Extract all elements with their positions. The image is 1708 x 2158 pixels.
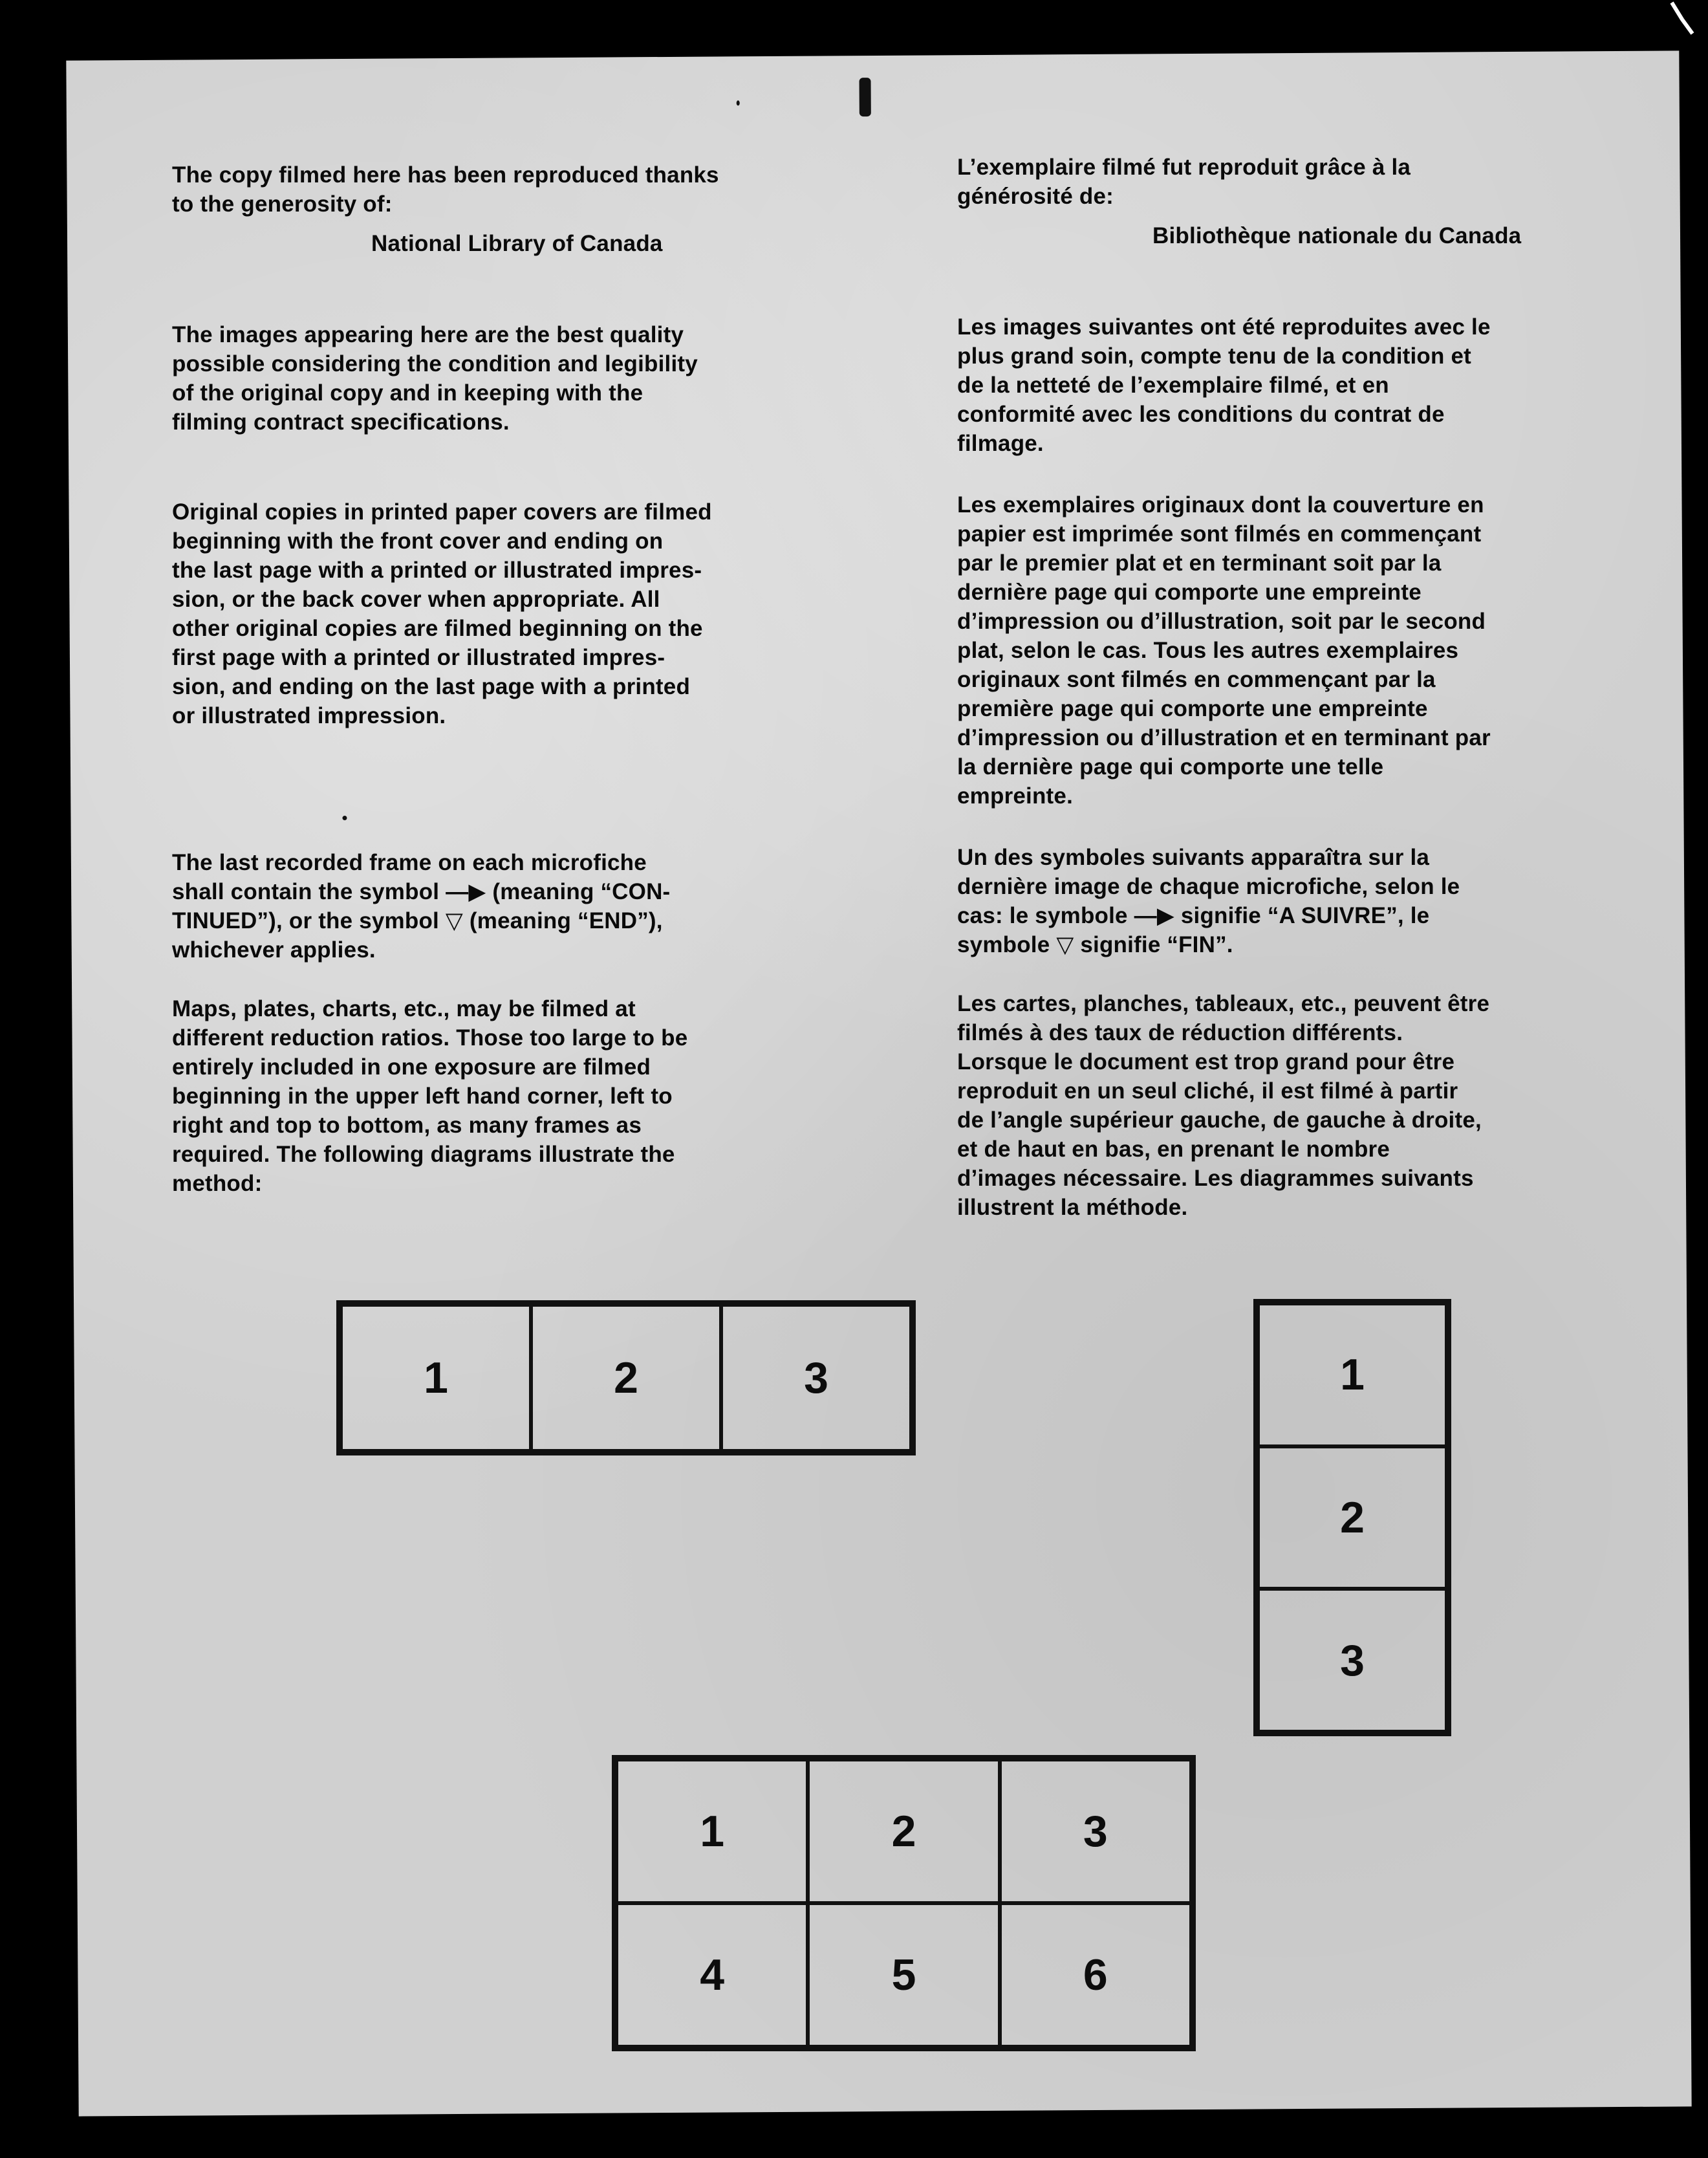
filming-order-text-fr: Les exemplaires originaux dont la couverture en papier est imprimée sont filmés en commençant par le premier plat et en terminant soit par la dernière page qui comporte une empreinte d’impression ou d’illustration, soit par le second plat, selon le cas. Tous les autres exemplaires originaux sont filmés en commençant par la première page qui comporte une empreinte d’impression ou d’illustration et en terminant par la dernière page qui comporte une telle empreinte. xyxy=(957,492,1491,809)
institution-name-fr: Bibliothèque nationale du Canada xyxy=(1152,223,1522,248)
frame-cell: 3 xyxy=(1258,1589,1447,1732)
frame-cell: 2 xyxy=(531,1305,721,1451)
image-quality-text-fr: Les images suivantes ont été reproduites avec le plus grand soin, compte tenu de la condition et de la netteté de l’exemplaire filmé, et en conformité avec les conditions du contrat de filmage. xyxy=(957,314,1491,456)
frame-cell: 1 xyxy=(616,1760,808,1903)
frame-cell: 6 xyxy=(1000,1903,1191,2047)
frame-cell: 1 xyxy=(341,1305,531,1451)
institution-name: National Library of Canada xyxy=(371,231,663,256)
frame-cell: 3 xyxy=(721,1305,911,1451)
frame-cell: 2 xyxy=(808,1760,999,1903)
acknowledgement-text-fr: L’exemplaire filmé fut reproduit grâce à la générosité de: xyxy=(957,155,1411,209)
symbol-explanation-text-fr: Un des symboles suivants apparaîtra sur la dernière image de chaque microfiche, selon le cas: le symbole —▶ signifie “A SUIVRE”, le symbole ▽ signifie “FIN”. xyxy=(957,845,1460,957)
diagram-vertical-frames xyxy=(1253,1299,1451,1736)
acknowledgement-text: The copy filmed here has been reproduced thanks to the generosity of: xyxy=(172,162,719,217)
frame-cell: 4 xyxy=(616,1903,808,2047)
frame-cell: 1 xyxy=(1258,1303,1447,1446)
diagram-horizontal-frames xyxy=(336,1300,916,1455)
paper-tear-mark xyxy=(859,78,871,116)
english-column xyxy=(172,160,819,1198)
frame-cell: 2 xyxy=(1258,1446,1447,1589)
image-quality-text: The images appearing here are the best quality possible considering the condition and legibility of the original copy and in keeping with the filming contract specifications. xyxy=(172,322,698,435)
frame-cell: 3 xyxy=(1000,1760,1191,1903)
filming-order-text: Original copies in printed paper covers are filmed beginning with the front cover and ending on the last page with a printed or illustrated impres- sion, or the back cover when appropriate. All other original copies are filmed beginning on the first page with a printed or illustrated impres- sion, and ending on the last page with a printed or illustrated impression. xyxy=(172,499,712,728)
reduction-ratio-text-fr: Les cartes, planches, tableaux, etc., peuvent être filmés à des taux de réduction différents. Lorsque le document est trop grand pour être reproduit en un seul cliché, il est filmé à partir de l’angle supérieur gauche, de gauche à droite, et de haut en bas, en prenant le nombre d’images nécessaire. Les diagrammes suivants illustrent la méthode. xyxy=(957,991,1490,1220)
diagram-grid-frames xyxy=(612,1755,1196,2051)
french-column xyxy=(957,153,1604,1222)
symbol-explanation-text: The last recorded frame on each microfiche shall contain the symbol —▶ (meaning “CON- TINUED”), or the symbol ▽ (meaning “END”), whichever applies. xyxy=(172,850,671,963)
scan-corner-mark xyxy=(1669,0,1695,39)
speck xyxy=(737,100,740,105)
reduction-ratio-text: Maps, plates, charts, etc., may be filmed at different reduction ratios. Those too large to be entirely included in one exposure are filmed beginning in the upper left hand corner, left to right and top to bottom, as many frames as required. The following diagrams illustrate the method: xyxy=(172,996,688,1196)
frame-cell: 5 xyxy=(808,1903,999,2047)
